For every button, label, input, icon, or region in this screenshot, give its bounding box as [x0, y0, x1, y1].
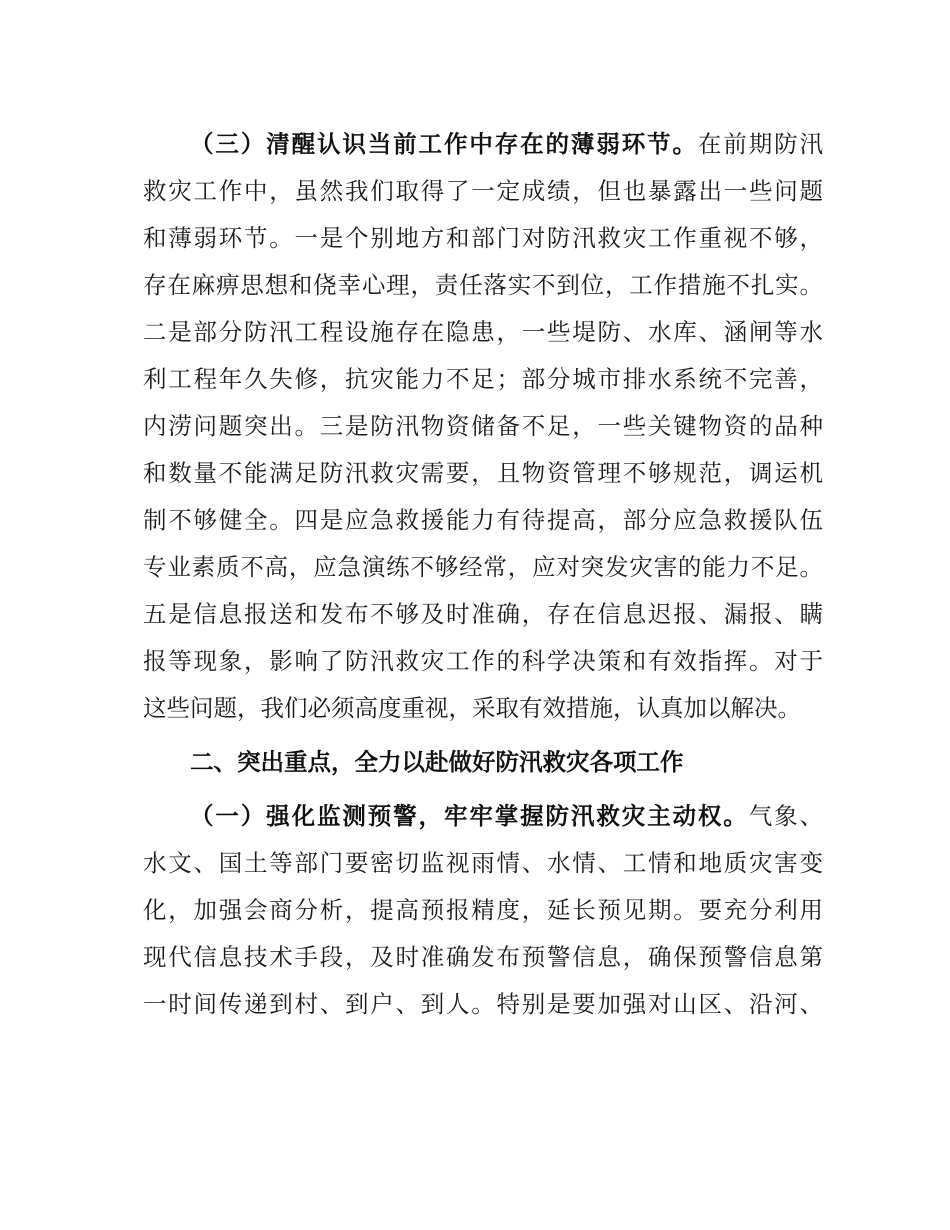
paragraph-line: 存在麻痹思想和侥幸心理，责任落实不到位，工作措施不扎实。 — [143, 271, 823, 299]
paragraph-line: 和薄弱环节。一是个别地方和部门对防汛救灾工作重视不够， — [143, 224, 823, 252]
paragraph-line: 利工程年久失修，抗灾能力不足；部分城市排水系统不完善， — [143, 365, 823, 393]
paragraph-line — [190, 796, 823, 836]
paragraph-line: 制不够健全。四是应急救援能力有待提高，部分应急救援队伍 — [143, 506, 823, 534]
paragraph-line — [190, 124, 823, 164]
paragraph-line: 二是部分防汛工程设施存在隐患，一些堤防、水库、涵闸等水 — [143, 318, 823, 346]
paragraph-line: 专业素质不高，应急演练不够经常，应对突发灾害的能力不足。 — [143, 553, 823, 581]
section-heading: 二、突出重点，全力以赴做好防汛救灾各项工作 — [190, 748, 684, 776]
paragraph-line: 这些问题，我们必须高度重视，采取有效措施，认真加以解决。 — [143, 694, 801, 722]
section-3-title: （三）清醒认识当前工作中存在的薄弱环节。 — [190, 130, 698, 158]
section-1-title: （一）强化监测预警，牢牢掌握防汛救灾主动权。 — [190, 802, 749, 830]
paragraph-line: 水文、国土等部门要密切监视雨情、水情、工情和地质灾害变 — [143, 849, 823, 877]
paragraph-line: 五是信息报送和发布不够及时准确，存在信息迟报、漏报、瞒 — [143, 600, 823, 628]
paragraph-line: 救灾工作中，虽然我们取得了一定成绩，但也暴露出一些问题 — [143, 177, 823, 205]
paragraph-line: 和数量不能满足防汛救灾需要，且物资管理不够规范，调运机 — [143, 459, 823, 487]
paragraph-line: 现代信息技术手段，及时准确发布预警信息，确保预警信息第 — [143, 943, 823, 971]
section-1-line-rest: 气象、 — [748, 802, 824, 830]
paragraph-line: 内涝问题突出。三是防汛物资储备不足，一些关键物资的品种 — [143, 412, 823, 440]
paragraph-line: 化，加强会商分析，提高预报精度，延长预见期。要充分利用 — [143, 896, 823, 924]
paragraph-line: 报等现象，影响了防汛救灾工作的科学决策和有效指挥。对于 — [143, 647, 823, 675]
section-3-line-rest: 在前期防汛 — [697, 130, 824, 158]
paragraph-line: 一时间传递到村、到户、到人。特别是要加强对山区、沿河、 — [143, 990, 823, 1018]
